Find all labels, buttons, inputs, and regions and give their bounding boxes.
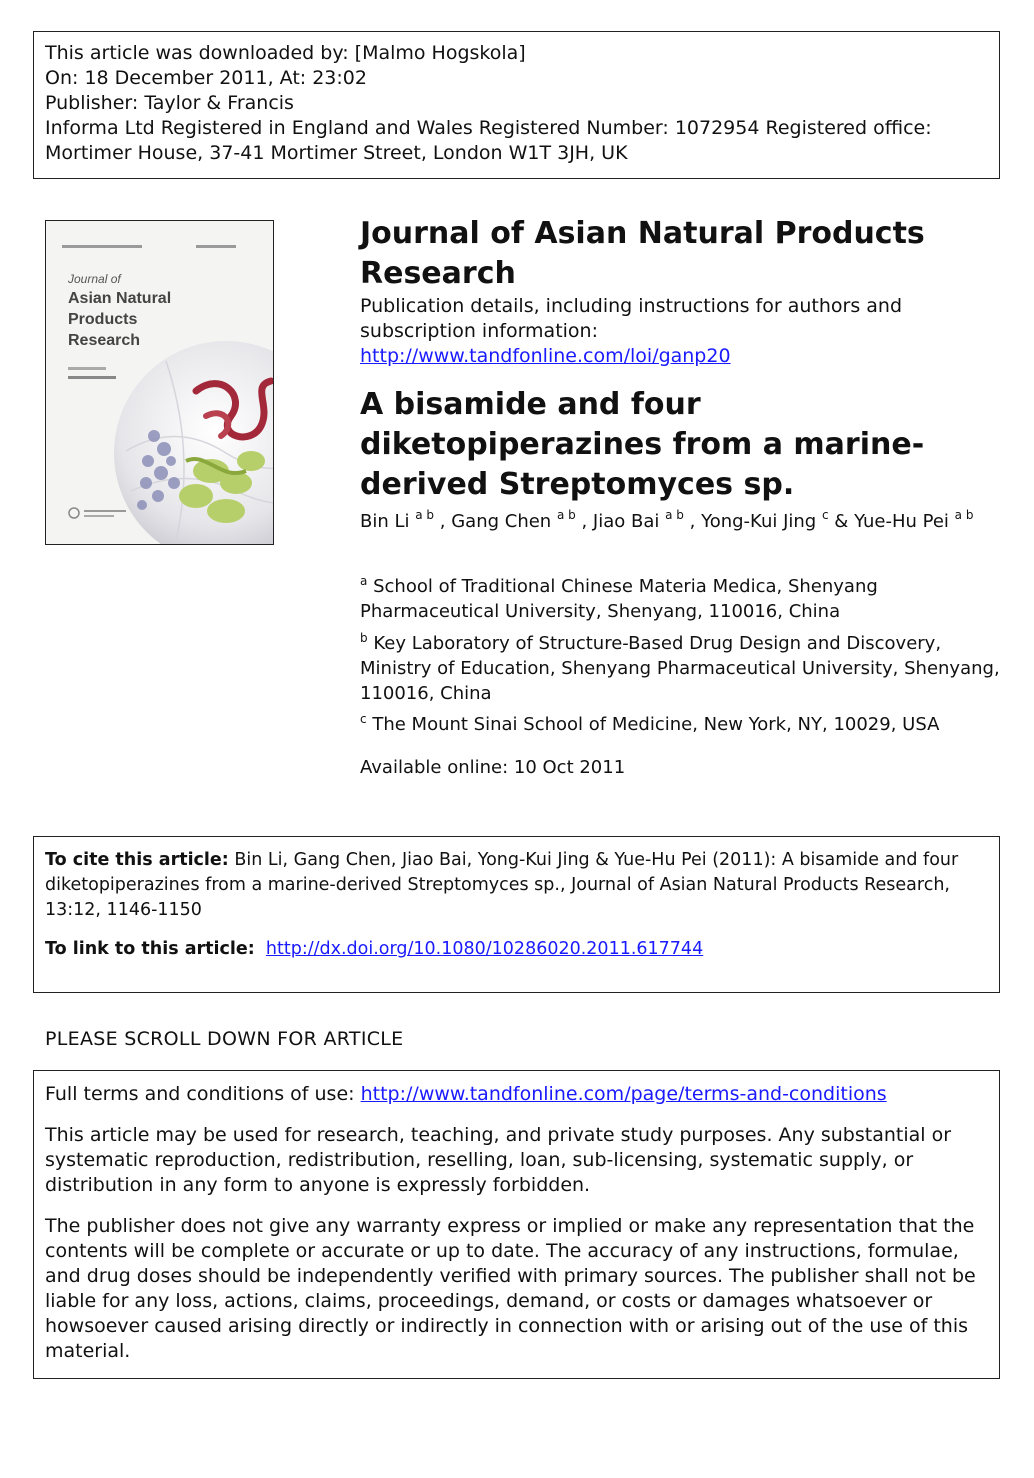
author-separator: , [575, 511, 593, 532]
author-affiliation-sup: c [821, 508, 829, 522]
citation-text: Bin Li, Gang Chen, Jiao Bai, Yong-Kui Jing & Yue-Hu Pei (2011): A bisamide and four diketopiperazines from a marine-derived Streptomyces sp., Journal of Asian Natural Products Research, 13:12, 1146-1150 [45, 850, 959, 920]
affiliation-a [360, 574, 1000, 624]
download-date-line: On: 18 December 2011, At: 23:02 [45, 67, 367, 89]
terms-intro-row [45, 1082, 988, 1107]
affiliation-marker: b [360, 631, 368, 645]
author-separator: & [828, 511, 855, 532]
journal-cover-image [45, 220, 274, 545]
author-separator: , [434, 511, 452, 532]
registration-line: Informa Ltd Registered in England and Wales Registered Number: 1072954 Registered office: Mortimer House, 37-41 Mortimer Street, London W1T 3JH, UK [45, 117, 932, 164]
affiliation-c [360, 712, 1000, 737]
citation-paragraph [45, 848, 988, 923]
publisher-line: Publisher: Taylor & Francis [45, 92, 294, 114]
terms-intro-label: Full terms and conditions of use: [45, 1083, 355, 1105]
author-name: Jiao Bai [592, 511, 660, 532]
download-info-box [33, 31, 1000, 179]
affiliation-marker: c [360, 712, 367, 726]
author-affiliation-sup: a b [954, 508, 974, 522]
terms-disclaimer-paragraph: The publisher does not give any warranty express or implied or make any representation that the contents will be complete or accurate or up to date. The accuracy of any instructions, formulae, and drug doses should be independently verified with primary sources. The publisher shall not be liable for any loss, actions, claims, proceedings, demand, or costs or damages whatsoever or howsoever caused arising directly or indirectly in connection with or arising out of the use of this material. [45, 1215, 976, 1362]
affiliation-text: The Mount Sinai School of Medicine, New York, NY, 10029, USA [372, 714, 940, 735]
citation-label: To cite this article: [45, 850, 229, 870]
cover-title-line: Research [68, 332, 141, 349]
cover-title-line: Journal of [68, 272, 121, 286]
author-name: Gang Chen [451, 511, 552, 532]
author-affiliation-sup: a b [665, 508, 684, 522]
author-name: Yue-Hu Pei [854, 511, 949, 532]
doi-link-row [45, 937, 988, 962]
terms-usage-paragraph: This article may be used for research, teaching, and private study purposes. Any substantial or systematic reproduction, redistribution, reselling, loan, sub-licensing, systematic supply, or distribution in any form to anyone is expressly forbidden. [45, 1124, 952, 1196]
author-list [360, 508, 1000, 536]
doi-link[interactable]: http://dx.doi.org/10.1080/10286020.2011.617744 [265, 939, 704, 959]
journal-url-link[interactable]: http://www.tandfonline.com/loi/ganp20 [360, 345, 731, 367]
terms-link[interactable]: http://www.tandfonline.com/page/terms-and-conditions [360, 1083, 887, 1105]
scroll-down-note: PLEASE SCROLL DOWN FOR ARTICLE [45, 1028, 404, 1050]
affiliation-text: School of Traditional Chinese Materia Medica, Shenyang Pharmaceutical University, Shenyang, 110016, China [360, 576, 878, 622]
author-separator: , [683, 511, 702, 532]
author-affiliation-sup: a b [415, 508, 435, 522]
citation-box [33, 836, 1000, 993]
cover-title-line: Products [68, 311, 138, 328]
affiliation-marker: a [360, 574, 368, 588]
journal-title: Journal of Asian Natural Products Research [360, 216, 925, 291]
available-online-date: Available online: 10 Oct 2011 [360, 757, 626, 778]
affiliation-b [360, 631, 1000, 706]
affiliation-text: Key Laboratory of Structure-Based Drug Design and Discovery, Ministry of Education, Shenyang Pharmaceutical University, Shenyang, 110016, China [360, 633, 1000, 704]
publication-details [360, 294, 980, 369]
terms-box [33, 1070, 1000, 1379]
author-name: Bin Li [360, 511, 410, 532]
publication-details-text: Publication details, including instructions for authors and subscription information: [360, 295, 903, 342]
download-info-line: This article was downloaded by: [Malmo Hogskola] [45, 42, 526, 64]
cover-illustration [46, 221, 273, 544]
cover-title-line: Asian Natural [68, 290, 172, 307]
doi-link-label: To link to this article: [45, 939, 255, 959]
author-affiliation-sup: a b [556, 508, 576, 522]
author-name: Yong-Kui Jing [701, 511, 817, 532]
article-title: A bisamide and four diketopiperazines from a marine-derived Streptomyces sp. [360, 387, 925, 502]
